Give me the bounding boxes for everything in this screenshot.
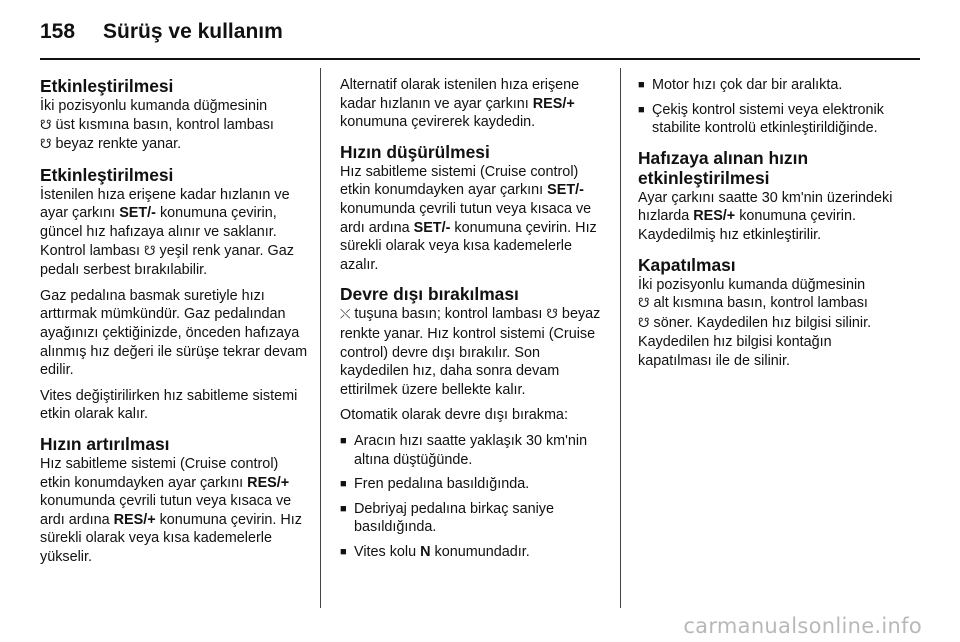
paragraph: Hız sabitleme sistemi (Cruise control) etkin konumdayken ayar çarkını RES/+ konumunda çevrili tutun veya kısaca ve ardı ardına RES/+ konumuna çevirin. Hız sürekli olarak veya kısa kademelerle yükselir.	[40, 455, 302, 565]
list-item: ■ Debriyaj pedalına birkaç saniye basıldığında.	[340, 500, 554, 536]
bullet-icon: ■	[340, 434, 347, 447]
bullet-icon: ■	[638, 79, 645, 91]
cruise-control-icon: ☋	[546, 307, 558, 323]
cruise-control-icon: ☋	[40, 117, 52, 133]
list-item: ■ Vites kolu N konumundadır.	[340, 543, 530, 560]
paragraph: İstenilen hıza erişene kadar hızlanın ve ayar çarkını SET/- konumuna çevirin, güncel hız hafızaya alınır ve saklanır. Kontrol lambası ☋ yeşil renk yanar. Gaz pedalı serbest bırakılabilir.	[40, 186, 294, 279]
bullet-icon: ■	[340, 545, 347, 558]
paragraph: Ayar çarkını saatte 30 km'nin üzerindeki hızlarda RES/+ konumuna çevirin. Kaydedilmiş hız etkinleştirilir.	[638, 189, 893, 243]
section-heading: Kapatılması	[638, 254, 736, 275]
column-divider	[620, 68, 621, 608]
page-number: 158	[40, 20, 76, 43]
cruise-control-icon: ☋	[638, 296, 650, 312]
list-item: ■ Fren pedalına basıldığında.	[340, 476, 530, 493]
list-item: ■ Motor hızı çok dar bir aralıkta.	[638, 77, 843, 93]
section-heading: Hızın artırılması	[40, 433, 170, 454]
section-heading: Hafızaya alınan hızın etkinleştirilmesi	[638, 147, 809, 188]
watermark: carmanualsonline.info	[683, 614, 922, 638]
paragraph: Alternatif olarak istenilen hıza erişene kadar hızlanın ve ayar çarkını RES/+ konumuna çevirerek kaydedin.	[340, 77, 580, 131]
bullet-list	[340, 432, 610, 562]
paragraph: İki pozisyonlu kumanda düğmesinin ☋ alt kısmına basın, kontrol lambası ☋ söner. Kaydedilen hız bilgisi silinir. Kaydedilen hız bilgisi kontağın kapatılması ile de silinir.	[638, 276, 872, 369]
list-item: ■ Aracın hızı saatte yaklaşık 30 km'nin altına düştüğünde.	[340, 432, 588, 468]
column-1	[40, 76, 310, 573]
bullet-icon: ■	[638, 103, 645, 116]
paragraph: Vites değiştirilirken hız sabitleme sistemi etkin olarak kalır.	[40, 387, 298, 423]
bullet-icon: ■	[340, 502, 347, 515]
header-rule	[40, 58, 920, 60]
cruise-control-icon: ☋	[143, 243, 156, 259]
section-heading: Etkinleştirilmesi	[40, 76, 174, 96]
page-header	[40, 14, 920, 50]
page-title: Sürüş ve kullanım	[103, 20, 283, 43]
list-item: ■ Çekiş kontrol sistemi veya elektronik stabilite kontrolü etkinleştirildiğinde.	[638, 101, 884, 137]
cruise-control-icon: ☋	[638, 315, 650, 331]
bullet-icon: ■	[340, 478, 347, 491]
section-heading: Devre dışı bırakılması	[340, 284, 519, 305]
column-2	[340, 76, 610, 567]
cruise-control-icon: ☋	[40, 137, 52, 153]
section-heading: Hızın düşürülmesi	[340, 141, 490, 162]
bullet-list	[638, 76, 908, 138]
paragraph: İki pozisyonlu kumanda düğmesinin ☋ üst kısmına basın, kontrol lambası ☋ beyaz renkte yanar.	[40, 98, 274, 153]
paragraph: Gaz pedalına basmak suretiyle hızı arttırmak mümkündür. Gaz pedalından ayağınızı çektiğinizde, önceden hafızaya alınmış hız değeri ile sürüşe tekrar devam edilir.	[40, 287, 308, 379]
section-heading: Etkinleştirilmesi	[40, 164, 174, 185]
cruise-cancel-icon: ⤬	[340, 307, 351, 323]
paragraph: Hız sabitleme sistemi (Cruise control) etkin konumdayken ayar çarkını SET/- konumunda çevrili tutun veya kısaca ve ardı ardına SET/- konumuna çevirin. Hız sürekli olarak veya kısa kademelerle azalır.	[340, 163, 597, 273]
column-3	[638, 76, 908, 378]
paragraph: Otomatik olarak devre dışı bırakma:	[340, 407, 568, 424]
paragraph: ⤬ tuşuna basın; kontrol lambası ☋ beyaz renkte yanar. Hız kontrol sistemi (Cruise control) devre dışı bırakılır. Son kaydedilen hız, daha sonra devam ettirilmek üzere bellekte kalır.	[340, 306, 601, 398]
column-divider	[320, 68, 321, 608]
